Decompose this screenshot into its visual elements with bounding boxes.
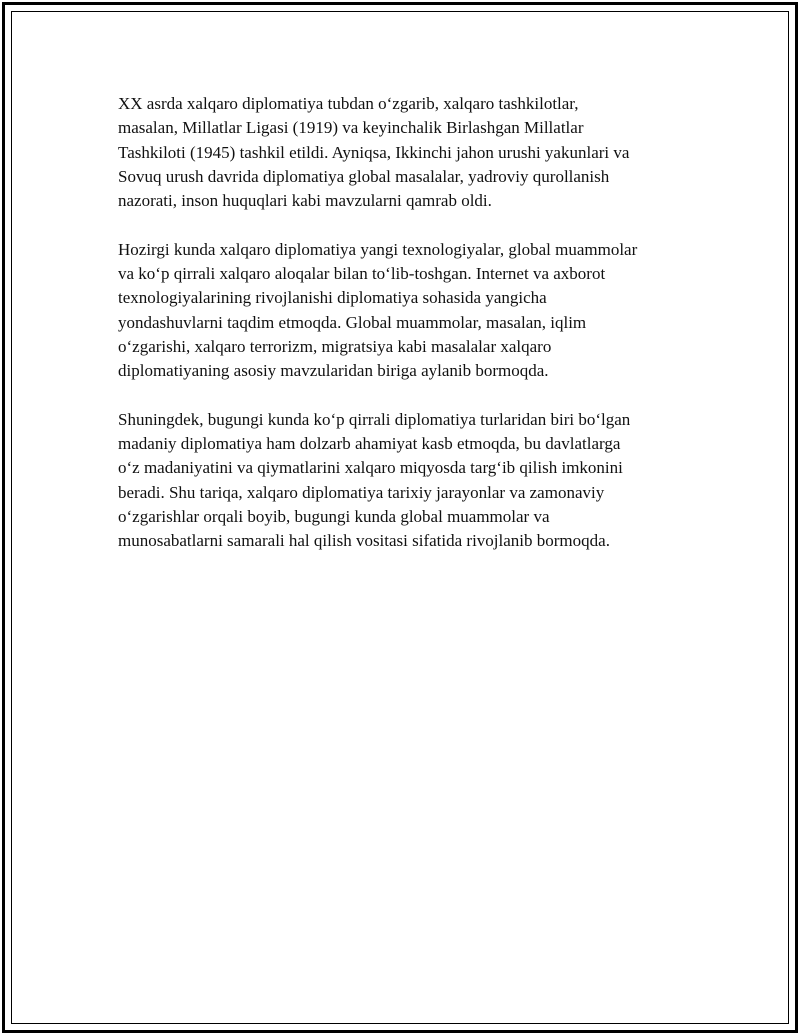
paragraph-2: Hozirgi kunda xalqaro diplomatiya yangi texnologiyalar, global muammolar va ko‘p qirrali xalqaro aloqalar bilan to‘lib-toshgan. Internet va axborot texnologiyalarining rivojlanishi diplomatiya sohasida yangicha yondashuvlarni taqdim etmoqda. Global muammolar, masalan, iqlim o‘zgarishi, xalqaro terrorizm, migratsiya kabi masalalar xalqaro diplomatiyaning asosiy mavzularidan biriga aylanib bormoqda.: [118, 239, 638, 381]
paragraph-1: XX asrda xalqaro diplomatiya tubdan o‘zgarib, xalqaro tashkilotlar, masalan, Millatlar Ligasi (1919) va keyinchalik Birlashgan Millatlar Tashkiloti (1945) tashkil etildi. Ayniqsa, Ikkinchi jahon urushi yakunlari va Sovuq urush davrida diplomatiya global masalalar, yadroviy qurollanish nazorati, inson huquqlari kabi mavzularni qamrab oldi.: [118, 94, 630, 211]
document-body: [118, 92, 698, 578]
paragraph-3: Shuningdek, bugungi kunda ko‘p qirrali diplomatiya turlaridan biri bo‘lgan madaniy diplomatiya ham dolzarb ahamiyat kasb etmoqda, bu davlatlarga o‘z madaniyatini va qiymatlarini xalqaro miqyosda targ‘ib qilish imkonini beradi. Shu tariqa, xalqaro diplomatiya tarixiy jarayonlar va zamonaviy o‘zgarishlar orqali boyib, bugungi kunda global muammolar va munosabatlarni samarali hal qilish vositasi sifatida rivojlanib bormoqda.: [118, 409, 631, 551]
